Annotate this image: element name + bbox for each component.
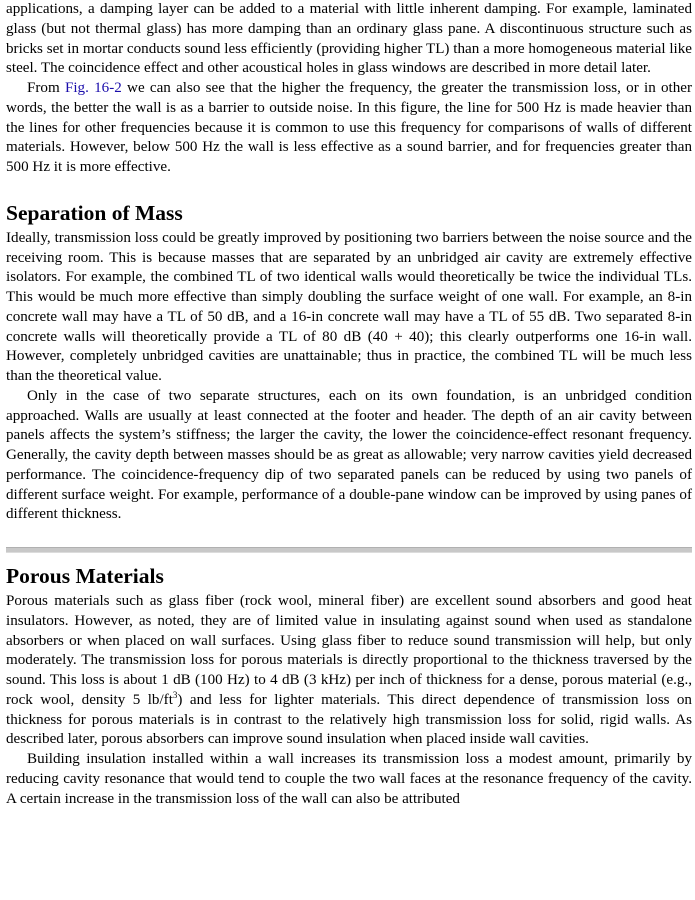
body-paragraph bbox=[6, 592, 692, 750]
figure-reference-link[interactable]: Fig. 16-2 bbox=[64, 80, 122, 96]
body-paragraph: Only in the case of two separate structures, each on its own foundation, is an unbridged condition approached. Walls are usually at least connected at the footer and header. The depth of an air cavity between panels affects the system’s stiffness; the larger the cavity, the lower the coincidence-effect resonant frequency. Generally, the cavity depth between masses should be as great as allowable; very narrow cavities yield decreased performance. The coincidence-frequency dip of two separated panels can be reduced by using two panels of different surface weight. For example, performance of a double-pane window can be improved by using panes of different thickness. bbox=[6, 387, 692, 523]
body-paragraph: Building insulation installed within a wall increases its transmission loss a modest amount, primarily by reducing cavity resonance that would tend to couple the two wall faces at the resonance frequency of the cavity. A certain increase in the transmission loss of the wall can also be attributed bbox=[6, 751, 692, 807]
paragraph-text: we can also see that the higher the frequency, the greater the transmission loss, or in other words, the better the wall is as a barrier to outside noise. In this figure, the line for 500 Hz is made heavier than the lines for other frequencies because it is common to use this frequency for comparisons of walls of different materials. However, below 500 Hz the wall is less effective as a sound barrier, and for frequencies greater than 500 Hz it is more effective. bbox=[6, 80, 693, 175]
superscript: 3 bbox=[172, 689, 178, 700]
paragraph-text: Porous materials such as glass fiber (rock wool, mineral fiber) are excellent sound absorbers and good heat insulators. However, as noted, they are of limited value in insulating against sound when used as standalone absorbers or when placed on wall surfaces. Using glass fiber to reduce sound transmission will help, but only moderately. The transmission loss for porous materials is directly proportional to the thickness traversed by the sound. This loss is about 1 dB (100 Hz) to 4 dB (3 kHz) per inch of thickness for a dense, porous material (e.g., rock wool, density 5 lb/ft bbox=[6, 593, 692, 708]
document-page bbox=[6, 0, 692, 809]
body-paragraph: applications, a damping layer can be added to a material with little inherent damping. For example, laminated glass (but not thermal glass) has more damping than an ordinary glass pane. A discontinuous structure such as bricks set in mortar conducts sound less efficiently (providing higher TL) than a more homogeneous material like steel. The coincidence effect and other acoustical holes in glass windows are described in more detail later. bbox=[6, 1, 692, 77]
paragraph-text: ) and less for lighter materials. This direct dependence of transmission loss on thickness for porous materials is in contrast to the relatively high transmission loss for solid, rigid walls. As described later, porous absorbers can improve sound insulation when placed inside wall cavities. bbox=[6, 691, 692, 748]
body-paragraph bbox=[6, 79, 692, 178]
paragraph-text: From bbox=[27, 80, 65, 96]
section-divider bbox=[6, 547, 692, 553]
section-heading: Separation of Mass bbox=[6, 200, 183, 225]
body-paragraph: Ideally, transmission loss could be greatly improved by positioning two barriers between the noise source and the receiving room. This is because masses that are separated by an unbridged air cavity are extremely effective isolators. For example, the combined TL of two identical walls would theoretically be twice the individual TLs. This would be much more effective than simply doubling the surface weight of one wall. For example, an 8-in concrete wall may have a TL of 50 dB, and a 16-in concrete wall may have a TL of 55 dB. Two separated 8-in concrete walls will theoretically provide a TL of 80 dB (40 + 40); this clearly outperforms one 16-in wall. However, completely unbridged cavities are unattainable; thus in practice, the combined TL will be much less than the theoretical value. bbox=[6, 229, 692, 384]
section-heading: Porous Materials bbox=[6, 564, 164, 588]
